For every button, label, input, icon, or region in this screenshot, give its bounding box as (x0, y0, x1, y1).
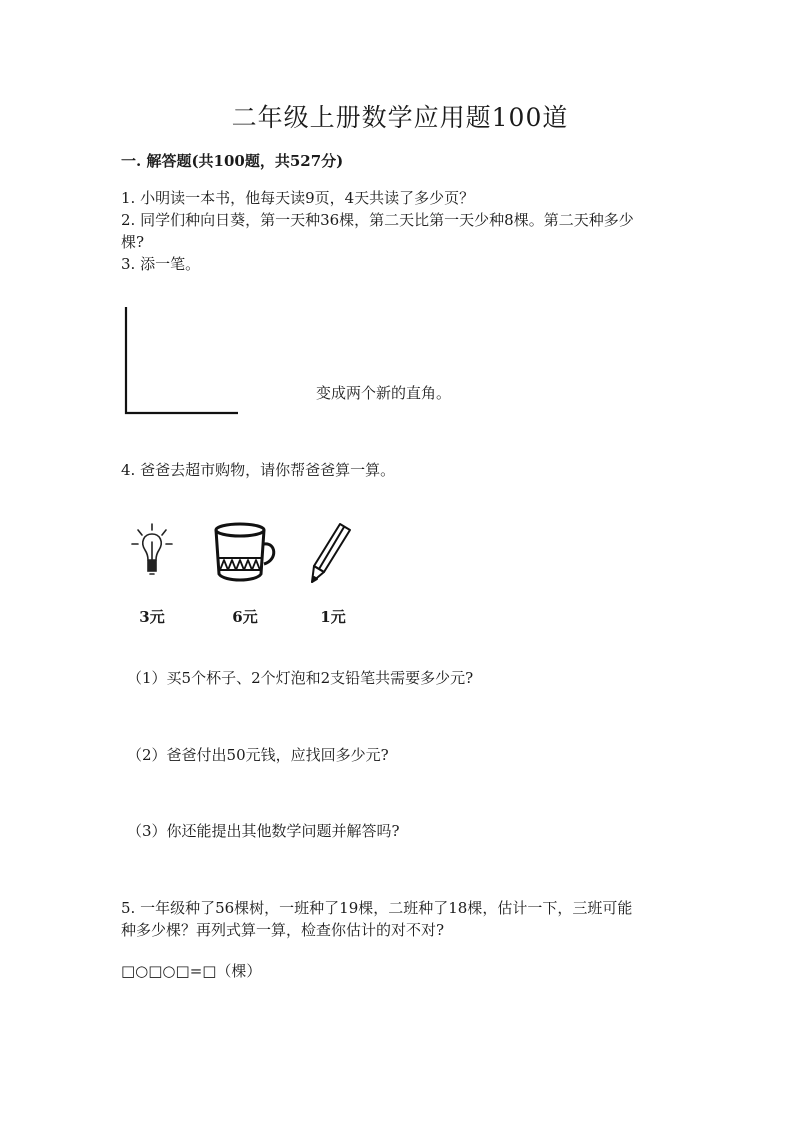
right-angle-figure (120, 305, 245, 420)
shopping-items (120, 520, 380, 630)
question-5: 5. 一年级种了56棵树，一班种了19棵，二班种了18棵，估计一下，三班可能 (121, 899, 633, 917)
question-1: 1. 小明读一本书，他每天读9页，4天共读了多少页？ (121, 189, 475, 207)
question-2: 2. 同学们种向日葵，第一天种36棵，第二天比第一天少种8棵。第二天种多少 (121, 211, 634, 229)
question-5-continued: 种多少棵？再列式算一算，检查你估计的对不对? (121, 921, 445, 939)
question-4: 4. 爸爸去超市购物，请你帮爸爸算一算。 (121, 461, 396, 479)
answer-template: □○□○□=□（棵） (121, 962, 262, 980)
light-bulb-icon (128, 520, 176, 586)
question-4-part-3: （3）你还能提出其他数学问题并解答吗? (127, 822, 400, 840)
question-4-part-2: （2）爸爸付出50元钱，应找回多少元? (127, 746, 389, 764)
question-3-caption: 变成两个新的直角。 (316, 384, 452, 402)
pencil-icon (306, 520, 356, 586)
cup-price: 6元 (232, 608, 258, 626)
light-bulb-price: 3元 (139, 608, 165, 626)
page-title: 二年级上册数学应用题100道 (231, 103, 569, 132)
question-2-continued: 棵? (121, 233, 145, 251)
question-4-part-1: （1）买5个杯子、2个灯泡和2支铅笔共需要多少元? (127, 669, 474, 687)
question-3: 3. 添一笔。 (121, 255, 201, 273)
section-heading: 一. 解答题(共100题，共527分) (121, 152, 344, 170)
pencil-price: 1元 (320, 608, 346, 626)
cup-icon (212, 520, 282, 586)
